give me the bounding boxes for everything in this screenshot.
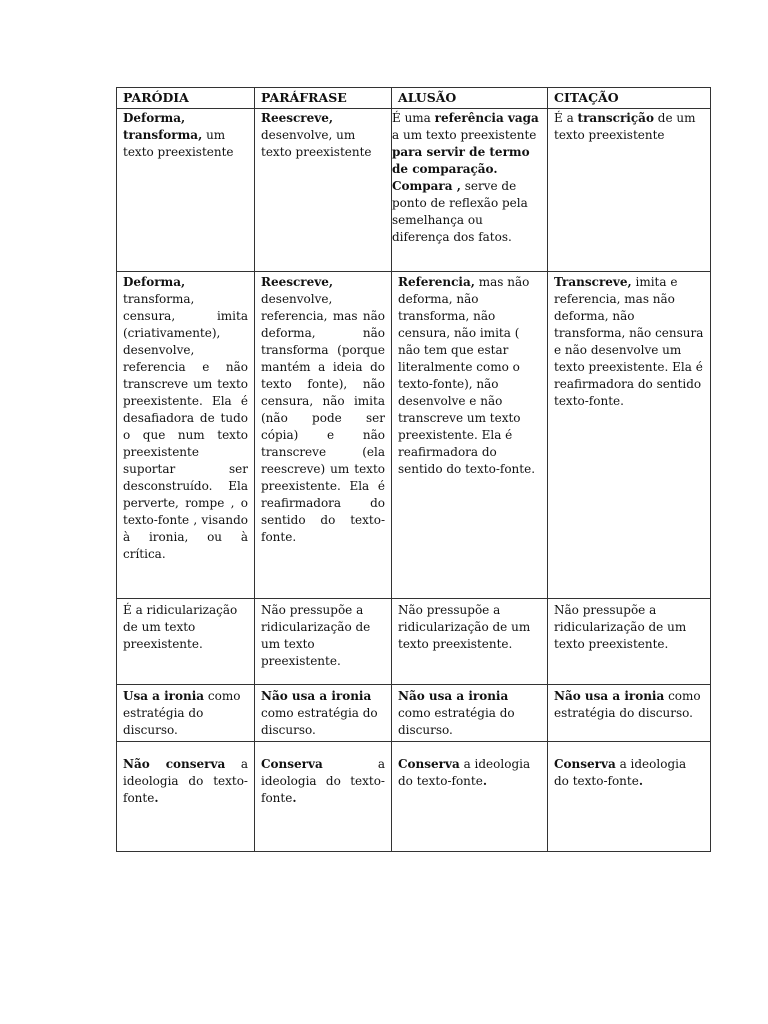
header-alusao: ALUSÃO (392, 88, 548, 109)
cell-parodia-ridicule: É a ridicularização de um texto preexistente. (117, 599, 255, 685)
header-row (117, 88, 711, 109)
cell-parodia-actions: Deforma, transforma, censura, imita (criativamente), desenvolve, referencia e não transcreve um texto preexistente. Ela é desafiadora de tudo o que num texto preexistente suportar ser desconstruído. Ela perverte, rompe , o texto-fonte , visando à ironia, ou à crítica. (117, 272, 255, 599)
comparison-table (116, 87, 711, 852)
cell-parafrase-ridicule: Não pressupõe a ridicularização de um texto preexistente. (255, 599, 392, 685)
table-row (117, 685, 711, 742)
table-row (117, 272, 711, 599)
cell-citacao-definition: É a transcrição de um texto preexistente (548, 109, 711, 272)
cell-citacao-ideology: Conserva a ideologia do texto-fonte. (548, 742, 711, 852)
cell-parodia-ideology: Não conserva a ideologia do texto-fonte. (117, 742, 255, 852)
cell-alusao-ideology: Conserva a ideologia do texto-fonte. (392, 742, 548, 852)
cell-citacao-ridicule: Não pressupõe a ridicularização de um texto preexistente. (548, 599, 711, 685)
table-row (117, 109, 711, 272)
cell-parodia-irony: Usa a ironia como estratégia do discurso. (117, 685, 255, 742)
cell-alusao-irony: Não usa a ironia como estratégia do discurso. (392, 685, 548, 742)
cell-citacao-actions: Transcreve, imita e referencia, mas não deforma, não transforma, não censura e não desenvolve um texto preexistente. Ela é reafirmadora do sentido texto-fonte. (548, 272, 711, 599)
header-parodia: PARÓDIA (117, 88, 255, 109)
cell-alusao-actions: Referencia, mas não deforma, não transforma, não censura, não imita ( não tem que estar literalmente como o texto-fonte), não desenvolve e não transcreve um texto preexistente. Ela é reafirmadora do sentido do texto-fonte. (392, 272, 548, 599)
cell-parafrase-irony: Não usa a ironia como estratégia do discurso. (255, 685, 392, 742)
cell-citacao-irony: Não usa a ironia como estratégia do discurso. (548, 685, 711, 742)
table-row (117, 599, 711, 685)
cell-alusao-ridicule: Não pressupõe a ridicularização de um texto preexistente. (392, 599, 548, 685)
header-citacao: CITAÇÃO (548, 88, 711, 109)
cell-parodia-definition: Deforma, transforma, um texto preexistente (117, 109, 255, 272)
cell-alusao-definition: É uma referência vaga a um texto preexistente para servir de termo de comparação. Compara , serve de ponto de reflexão pela semelhança ou diferença dos fatos. (392, 109, 548, 272)
cell-parafrase-ideology: Conserva a ideologia do texto-fonte. (255, 742, 392, 852)
table-row (117, 742, 711, 852)
cell-parafrase-actions: Reescreve, desenvolve, referencia, mas não deforma, não transforma (porque mantém a ideia do texto fonte), não censura, não imita (não pode ser cópia) e não transcreve (ela reescreve) um texto preexistente. Ela é reafirmadora do sentido do texto-fonte. (255, 272, 392, 599)
cell-parafrase-definition: Reescreve, desenvolve, um texto preexistente (255, 109, 392, 272)
header-parafrase: PARÁFRASE (255, 88, 392, 109)
